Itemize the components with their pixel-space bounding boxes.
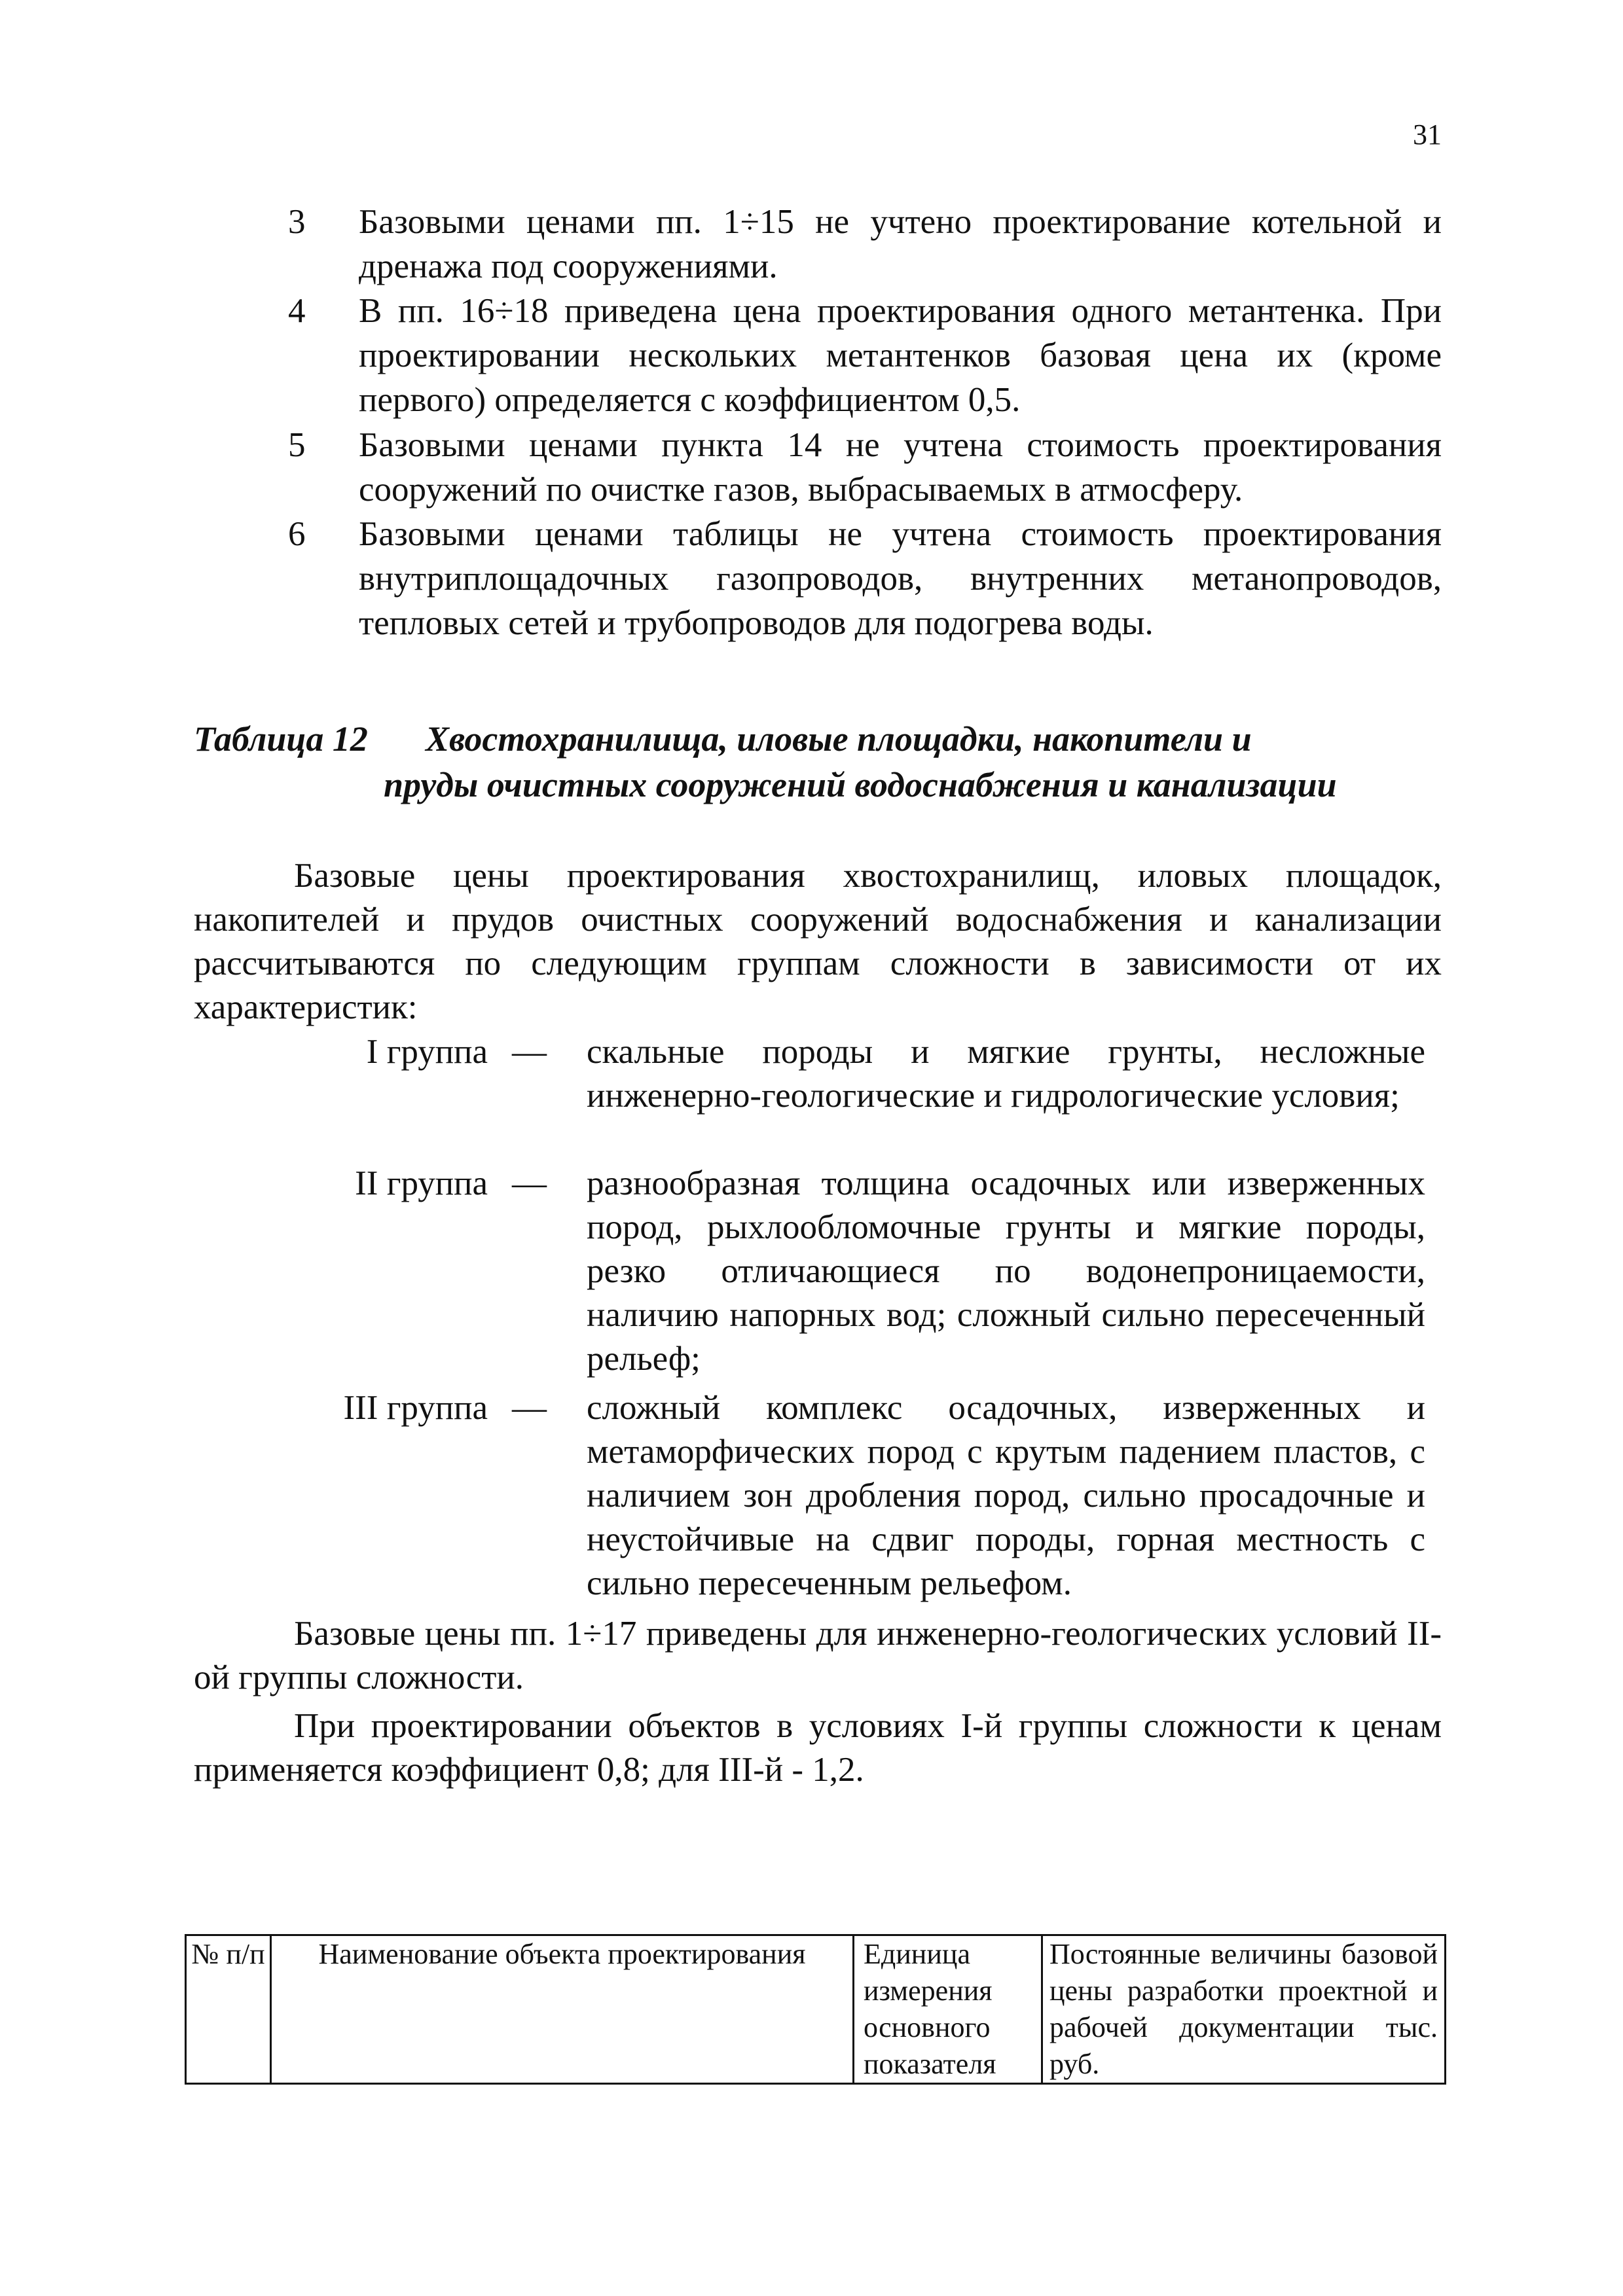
table-caption-title-line-1: Хвостохранилища, иловые площадки, накопители и — [426, 719, 1252, 759]
note-number: 4 — [288, 292, 306, 330]
base-prices-text: Базовые цены пп. 1÷17 приведены для инженерно-геологических условий II-ой группы сложности. — [194, 1615, 1442, 1696]
note-number: 5 — [288, 426, 306, 464]
price-table — [185, 1934, 1446, 2085]
table-header-row — [186, 1935, 1446, 2084]
group-name: II группа — [355, 1164, 488, 1202]
intro-text: Базовые цены проектирования хвостохранилищ, иловых площадок, накопителей и прудов очистных сооружений водоснабжения и канализации рассчитываются по следующим группам сложности в зависимости от их характеристик: — [194, 857, 1442, 1026]
column-header-object-name: Наименование объекта проектирования — [271, 1935, 854, 2084]
group-description: сложный комплекс осадочных, изверженных и метаморфических пород с крутым падением пластов, с наличием зон дробления пород, сильно просадочные и неустойчивые на сдвиг породы, горная местность с сильно пересеченным рельефом. — [587, 1389, 1425, 1602]
group-dash: — — [512, 1389, 547, 1427]
table-caption-title-line-2: пруды очистных сооружений водоснабжения и канализации — [384, 765, 1337, 804]
note-number: 6 — [288, 515, 306, 553]
note-number: 3 — [288, 203, 306, 241]
note-text: Базовыми ценами таблицы не учтена стоимость проектирования внутриплощадочных газопроводов, внутренних метанопроводов, тепловых сетей и трубопроводов для подогрева воды. — [359, 515, 1442, 642]
page-number: 31 — [1413, 118, 1442, 151]
group-description: скальные породы и мягкие грунты, несложные инженерно-геологические и гидрологические условия; — [587, 1033, 1425, 1115]
coefficients-text: При проектировании объектов в условиях I-й группы сложности к ценам применяется коэффициент 0,8; для III-й - 1,2. — [194, 1707, 1442, 1789]
group-dash: — — [512, 1164, 547, 1202]
column-header-number: № п/п — [186, 1935, 271, 2084]
group-description: разнообразная толщина осадочных или изверженных пород, рыхлообломочные грунты и мягкие породы, резко отличающиеся по водонепроницаемости, наличию напорных вод; сложный сильно пересеченный рельеф; — [587, 1164, 1425, 1378]
note-text: Базовыми ценами пп. 1÷15 не учтено проектирование котельной и дренажа под сооружениями. — [359, 203, 1442, 285]
note-text: В пп. 16÷18 приведена цена проектирования одного метантенка. При проектировании нескольких метантенков базовая цена их (кроме первого) определяется с коэффициентом 0,5. — [359, 292, 1442, 419]
group-name: I группа — [366, 1033, 488, 1071]
column-header-base-price-constants: Постоянные величины базовой цены разработки проектной и рабочей документации тыс. руб. — [1042, 1935, 1446, 2084]
table-caption-label: Таблица 12 — [194, 719, 368, 759]
group-name: III группа — [343, 1389, 488, 1427]
base-prices-paragraph — [194, 1612, 1442, 1700]
column-header-unit: Единица измерения основного показателя — [854, 1935, 1042, 2084]
group-dash: — — [512, 1033, 547, 1071]
coefficients-paragraph — [194, 1704, 1442, 1792]
intro-paragraph — [194, 854, 1442, 1030]
note-text: Базовыми ценами пункта 14 не учтена стоимость проектирования сооружений по очистке газов, выбрасываемых в атмосферу. — [359, 426, 1442, 509]
